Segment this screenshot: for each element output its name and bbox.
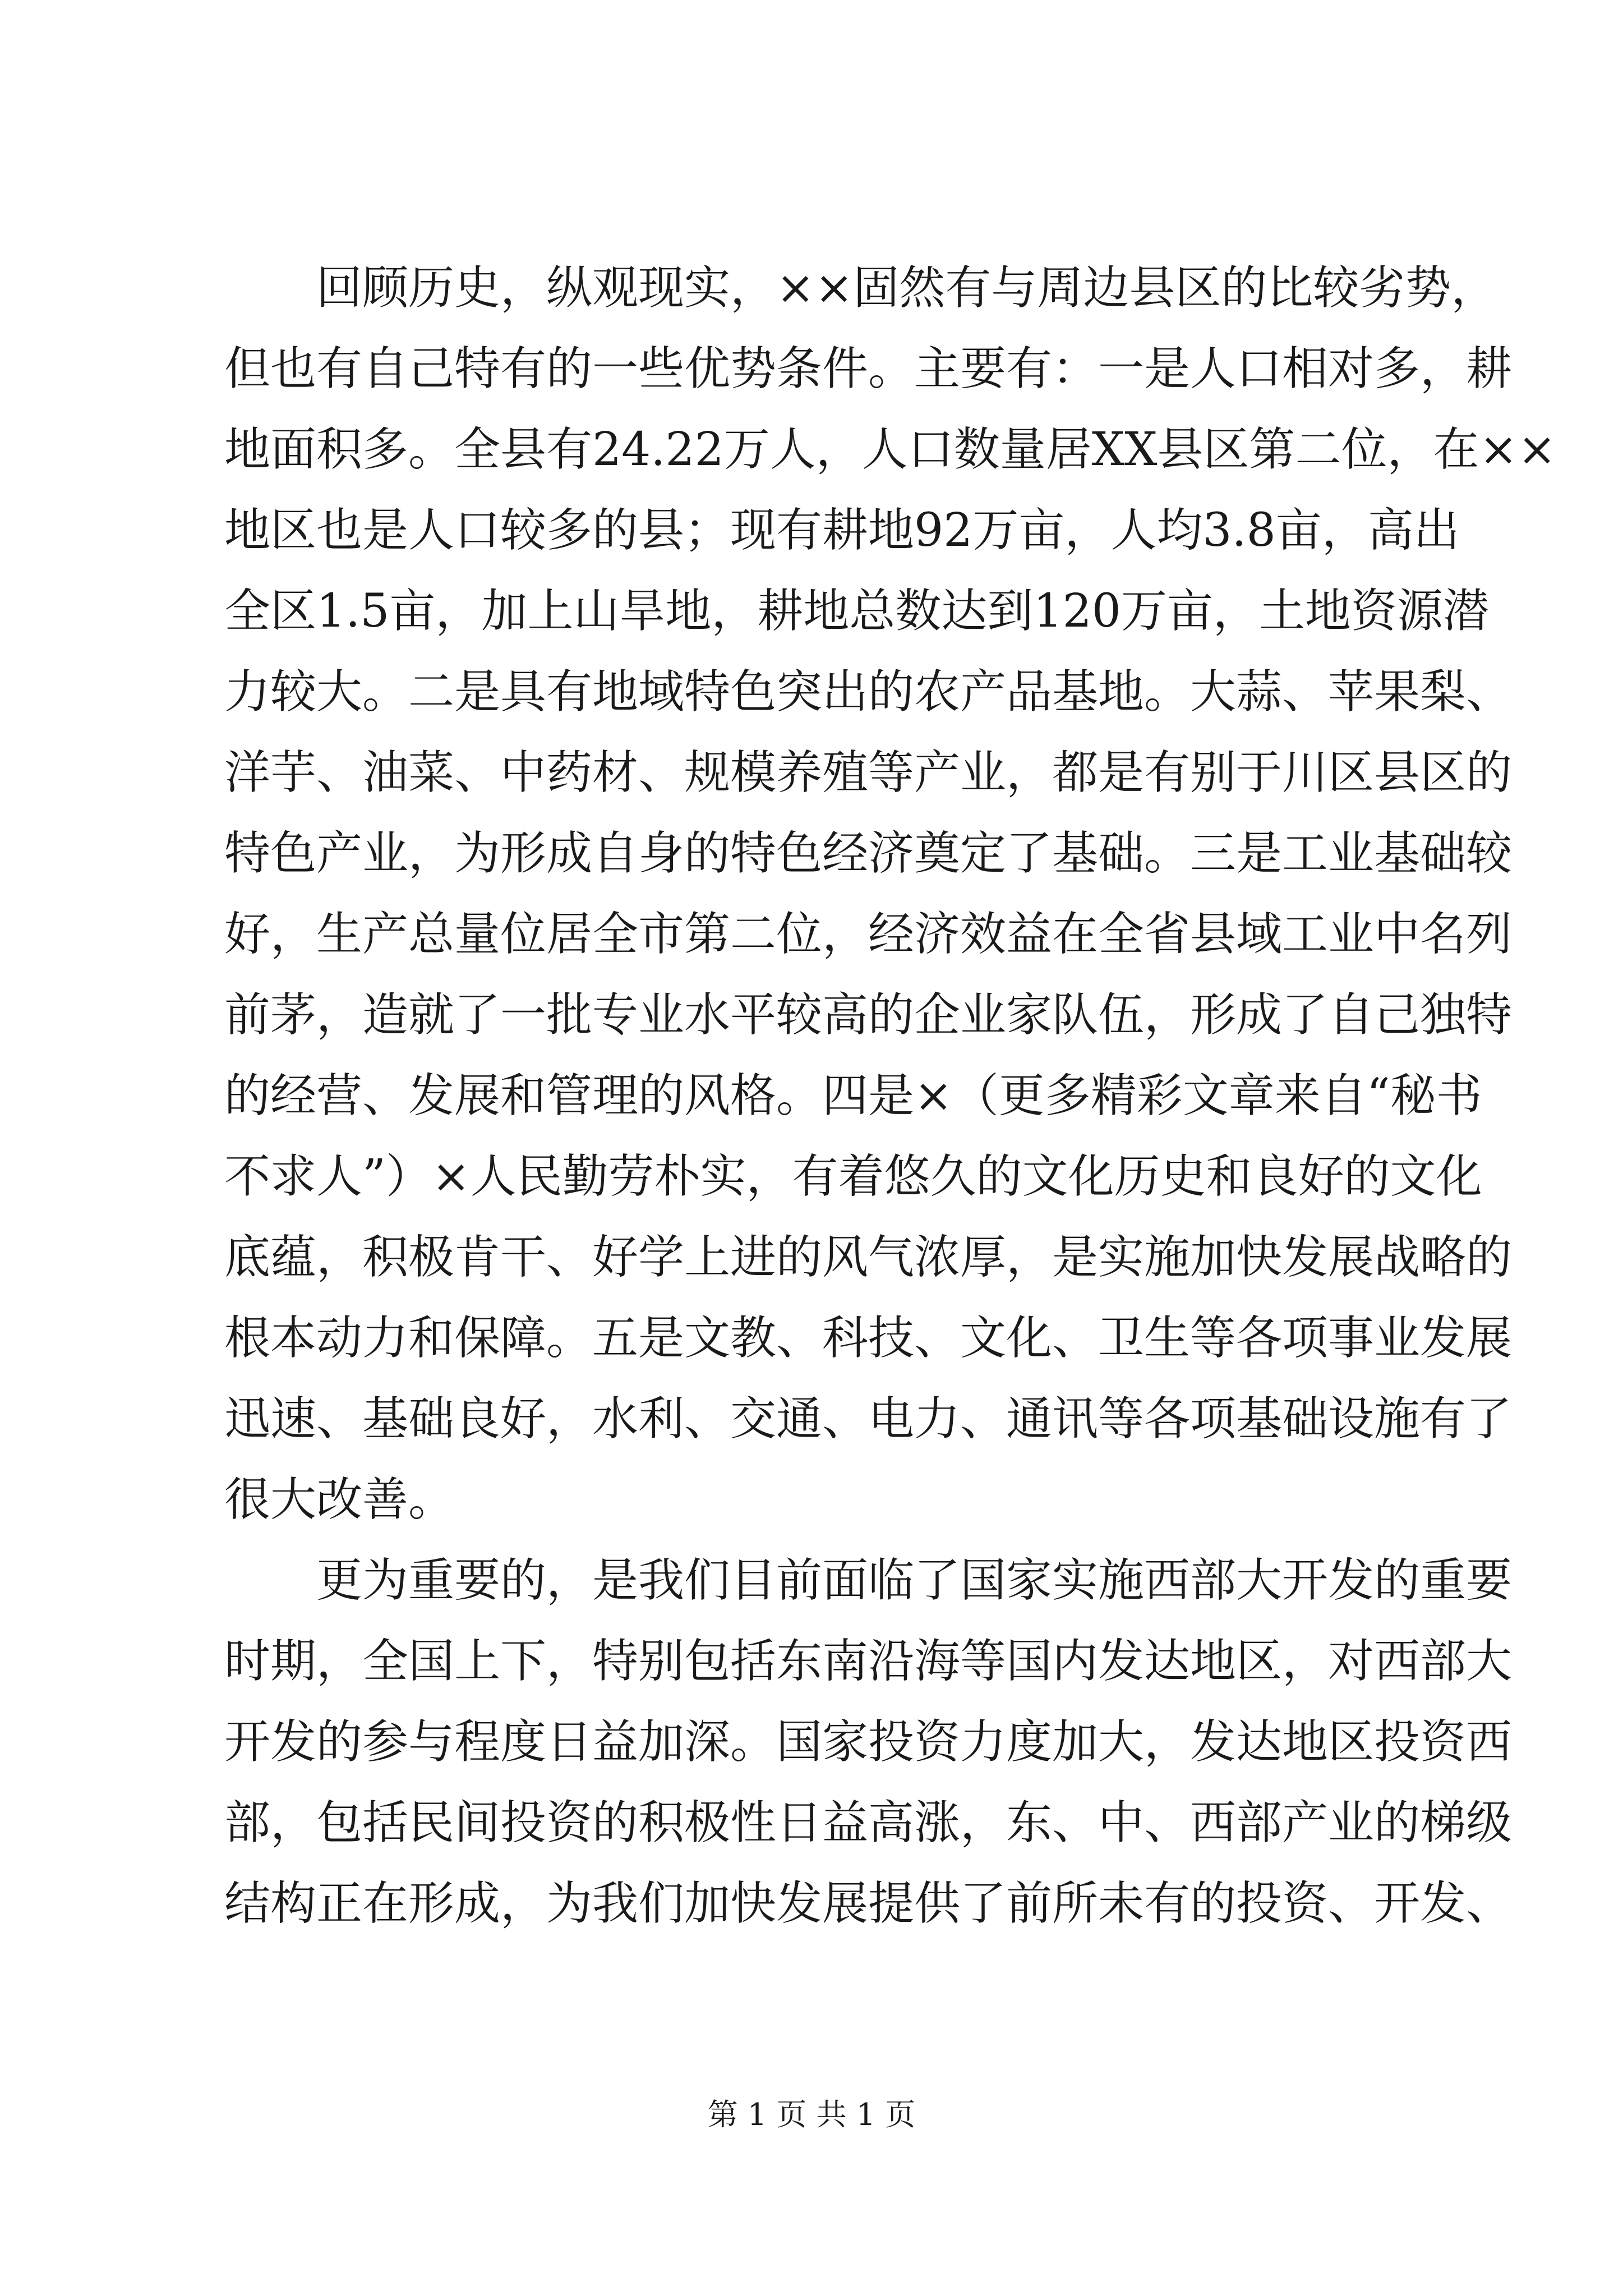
- paragraph-1-line-7: 洋芋、油菜、中药材、规模养殖等产业，都是有别于川区县区的: [224, 746, 1513, 799]
- paragraph-1-line-2: 但也有自己特有的一些优势条件。主要有：一是人口相对多，耕: [224, 342, 1513, 395]
- paragraph-2-line-3: 开发的参与程度日益加深。国家投资力度加大，发达地区投资西: [224, 1715, 1513, 1769]
- paragraph-1-line-5: 全区1.5亩，加上山旱地，耕地总数达到120万亩，土地资源潜: [224, 585, 1489, 638]
- paragraph-1-line-12: 不求人”）×人民勤劳朴实，有着悠久的文化历史和良好的文化: [224, 1150, 1482, 1203]
- paragraph-1-line-3: 地面积多。全县有24.22万人，人口数量居XX县区第二位，在××: [224, 423, 1556, 476]
- paragraph-1-line-6: 力较大。二是具有地域特色突出的农产品基地。大蒜、苹果梨、: [224, 665, 1513, 719]
- paragraph-1-line-15: 迅速、基础良好，水利、交通、电力、通讯等各项基础设施有了: [224, 1392, 1513, 1446]
- paragraph-2-line-5: 结构正在形成，为我们加快发展提供了前所未有的投资、开发、: [224, 1877, 1513, 1930]
- page-number-footer: 第 1 页 共 1 页: [707, 2097, 916, 2132]
- paragraph-1-line-13: 底蕴，积极肯干、好学上进的风气浓厚，是实施加快发展战略的: [224, 1231, 1513, 1284]
- paragraph-1-line-14: 根本动力和保障。五是文教、科技、文化、卫生等各项事业发展: [224, 1312, 1513, 1365]
- paragraph-1-line-16: 很大改善。: [224, 1473, 455, 1526]
- document-body: [224, 248, 1556, 1944]
- paragraph-2-line-1: 更为重要的，是我们目前面临了国家实施西部大开发的重要: [316, 1554, 1513, 1607]
- paragraph-1-line-8: 特色产业，为形成自身的特色经济奠定了基础。三是工业基础较: [224, 827, 1513, 880]
- paragraph-2-line-2: 时期，全国上下，特别包括东南沿海等国内发达地区，对西部大: [224, 1635, 1513, 1688]
- paragraph-1-line-4: 地区也是人口较多的县；现有耕地92万亩，人均3.8亩，高出: [224, 504, 1460, 557]
- paragraph-1-line-1: 回顾历史，纵观现实，××固然有与周边县区的比较劣势，: [316, 261, 1497, 315]
- paragraph-1-line-11: 的经营、发展和管理的风格。四是×（更多精彩文章来自“秘书: [224, 1069, 1482, 1122]
- paragraph-1-line-10: 前茅，造就了一批专业水平较高的企业家队伍，形成了自己独特: [224, 988, 1513, 1042]
- paragraph-1-line-9: 好，生产总量位居全市第二位，经济效益在全省县域工业中名列: [224, 908, 1513, 961]
- paragraph-2-line-4: 部，包括民间投资的积极性日益高涨，东、中、西部产业的梯级: [224, 1796, 1513, 1849]
